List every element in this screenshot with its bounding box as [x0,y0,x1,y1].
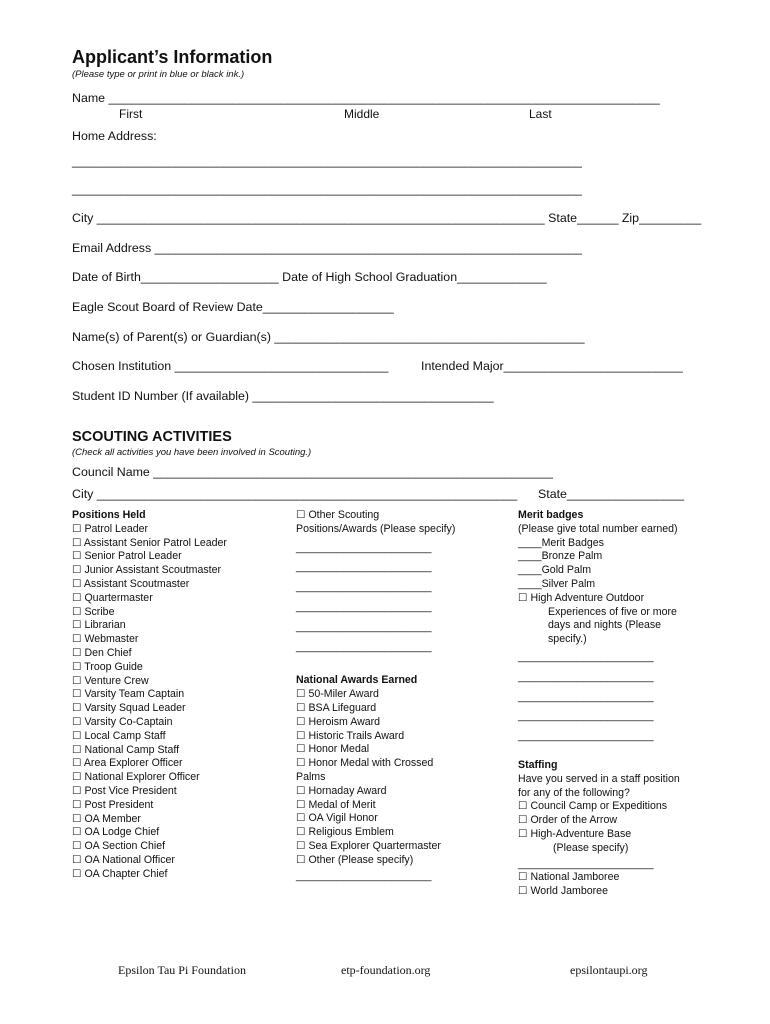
award-checkbox[interactable]: ☐ Hornaday Award [296,784,387,797]
council-name-field[interactable]: Council Name __________________________________________________________ [72,465,553,479]
other-scouting-blank[interactable]: _______________________ [296,600,432,613]
merit-note: (Please give total number earned) [518,522,678,535]
position-checkbox[interactable]: ☐ Webmaster [72,633,139,646]
address-line-2[interactable]: __________________________________________________________________________ [72,182,582,196]
merit-count-field[interactable]: ____Gold Palm [518,564,592,577]
staffing-question: Have you served in a staff position [518,772,680,785]
staffing-checkbox[interactable]: ☐ Council Camp or Expeditions [518,800,668,813]
award-checkbox[interactable]: ☐ Honor Medal with Crossed [296,757,434,770]
award-continuation: Palms [296,770,326,783]
position-checkbox[interactable]: ☐ Local Camp Staff [72,729,166,742]
merit-count-field[interactable]: ____Silver Palm [518,577,596,590]
position-checkbox[interactable]: ☐ Post President [72,798,154,811]
award-checkbox[interactable]: ☐ Historic Trails Award [296,729,405,742]
award-checkbox[interactable]: ☐ Honor Medal [296,743,370,756]
council-state-field[interactable]: State_________________ [538,487,685,501]
position-checkbox[interactable]: ☐ Assistant Senior Patrol Leader [72,536,227,549]
merit-blank[interactable]: _______________________ [518,690,654,703]
position-checkbox[interactable]: ☐ Post Vice President [72,784,177,797]
other-scouting-label: Positions/Awards (Please specify) [296,522,456,535]
position-checkbox[interactable]: ☐ Varsity Team Captain [72,688,185,701]
high-adventure-description: specify.) [548,633,587,646]
other-scouting-checkbox[interactable]: ☐ Other Scouting [296,509,380,521]
award-checkbox[interactable]: ☐ OA Vigil Honor [296,812,378,825]
staffing-heading: Staffing [518,758,558,771]
position-checkbox[interactable]: ☐ Troop Guide [72,660,143,673]
home-address-label: Home Address: [72,129,157,143]
position-checkbox[interactable]: ☐ OA Member [72,812,141,825]
position-checkbox[interactable]: ☐ OA Lodge Chief [72,826,160,839]
position-checkbox[interactable]: ☐ Patrol Leader [72,522,149,535]
other-scouting-blank[interactable]: _______________________ [296,581,432,594]
position-checkbox[interactable]: ☐ Scribe [72,605,115,618]
position-checkbox[interactable]: ☐ Quartermaster [72,591,153,604]
staffing-blank[interactable]: _______________________ [518,857,654,870]
email-field[interactable]: Email Address ______________________________________________________________ [72,241,582,255]
staffing-checkbox[interactable]: ☐ National Jamboree [518,871,620,884]
position-checkbox[interactable]: ☐ OA Chapter Chief [72,867,168,880]
other-scouting-blank[interactable]: _______________________ [296,561,432,574]
council-city-field[interactable]: City _____________________________________________________________ [72,487,518,501]
high-adventure-description: Experiences of five or more [548,605,677,618]
merit-blank[interactable]: _______________________ [518,670,654,683]
merit-count-field[interactable]: ____Bronze Palm [518,550,603,563]
award-checkbox[interactable]: ☐ Religious Emblem [296,826,394,839]
student-id-field[interactable]: Student ID Number (If available) ___________________________________ [72,389,494,403]
positions-heading: Positions Held [72,509,146,521]
position-checkbox[interactable]: ☐ Assistant Scoutmaster [72,577,190,590]
scouting-title: SCOUTING ACTIVITIES [72,429,232,445]
eagle-review-date-field[interactable]: Eagle Scout Board of Review Date___________________ [72,300,394,314]
staffing-checkbox[interactable]: ☐ World Jamboree [518,885,608,898]
footer-site-alt[interactable]: epsilontaupi.org [570,963,648,977]
award-checkbox[interactable]: ☐ Other (Please specify) [296,853,414,866]
address-line-1[interactable]: __________________________________________________________________________ [72,154,582,168]
position-checkbox[interactable]: ☐ National Camp Staff [72,743,180,756]
merit-count-field[interactable]: ____Merit Badges [518,536,604,549]
position-checkbox[interactable]: ☐ OA Section Chief [72,840,166,853]
award-checkbox[interactable]: ☐ BSA Lifeguard [296,701,377,714]
staffing-checkbox[interactable]: ☐ Order of the Arrow [518,814,617,827]
name-middle-caption: Middle [344,107,380,121]
position-checkbox[interactable]: ☐ Librarian [72,619,126,632]
staffing-please-specify: (Please specify) [553,841,629,854]
national-awards-heading: National Awards Earned [296,674,418,687]
position-checkbox[interactable]: ☐ Senior Patrol Leader [72,550,182,563]
position-checkbox[interactable]: ☐ OA National Officer [72,853,175,866]
awards-column [296,509,455,883]
staffing-checkbox[interactable]: ☐ High-Adventure Base [518,827,632,840]
page-title: Applicant’s Information [72,47,273,67]
position-checkbox[interactable]: ☐ Junior Assistant Scoutmaster [72,564,222,577]
city-state-zip-field[interactable]: City _________________________________________________________________ State______ Zip_________ [72,211,702,225]
footer-site[interactable]: etp-foundation.org [341,963,431,977]
position-checkbox[interactable]: ☐ Area Explorer Officer [72,757,183,770]
intended-major-field[interactable]: Intended Major__________________________ [421,359,683,373]
other-scouting-blank[interactable]: _______________________ [296,620,432,633]
position-checkbox[interactable]: ☐ Varsity Squad Leader [72,702,186,715]
merit-blank[interactable]: _______________________ [518,650,654,663]
chosen-institution-field[interactable]: Chosen Institution _______________________________ [72,359,389,373]
merit-blank[interactable]: _______________________ [518,710,654,723]
name-field[interactable]: Name ________________________________________________________________________________ [72,91,660,105]
award-checkbox[interactable]: ☐ Sea Explorer Quartermaster [296,839,441,852]
staffing-question: for any of the following? [518,786,630,799]
position-checkbox[interactable]: ☐ Den Chief [72,646,132,659]
high-adventure-checkbox[interactable]: ☐ High Adventure Outdoor [518,591,645,604]
position-checkbox[interactable]: ☐ National Explorer Officer [72,771,200,784]
award-checkbox[interactable]: ☐ Medal of Merit [296,798,376,811]
merit-blank[interactable]: _______________________ [518,730,654,743]
name-last-caption: Last [529,107,552,121]
merit-column [518,509,680,899]
other-scouting-blank[interactable]: _______________________ [296,640,432,653]
parents-field[interactable]: Name(s) of Parent(s) or Guardian(s) _____________________________________________ [72,330,585,344]
ink-note: (Please type or print in blue or black ink.) [72,69,245,80]
positions-column [72,509,227,882]
name-first-caption: First [119,107,143,121]
merit-heading: Merit badges [518,509,584,521]
national-awards-blank[interactable]: _______________________ [296,869,432,882]
scouting-note: (Check all activities you have been involved in Scouting.) [72,447,312,458]
award-checkbox[interactable]: ☐ 50-Miler Award [296,688,379,701]
other-scouting-blank[interactable]: _______________________ [296,541,432,554]
award-checkbox[interactable]: ☐ Heroism Award [296,715,381,728]
birth-graduation-field[interactable]: Date of Birth____________________ Date of High School Graduation_____________ [72,270,547,284]
position-checkbox[interactable]: ☐ Varsity Co-Captain [72,715,173,728]
high-adventure-description: days and nights (Please [548,619,662,632]
position-checkbox[interactable]: ☐ Venture Crew [72,674,149,687]
footer-foundation: Epsilon Tau Pi Foundation [118,963,246,977]
